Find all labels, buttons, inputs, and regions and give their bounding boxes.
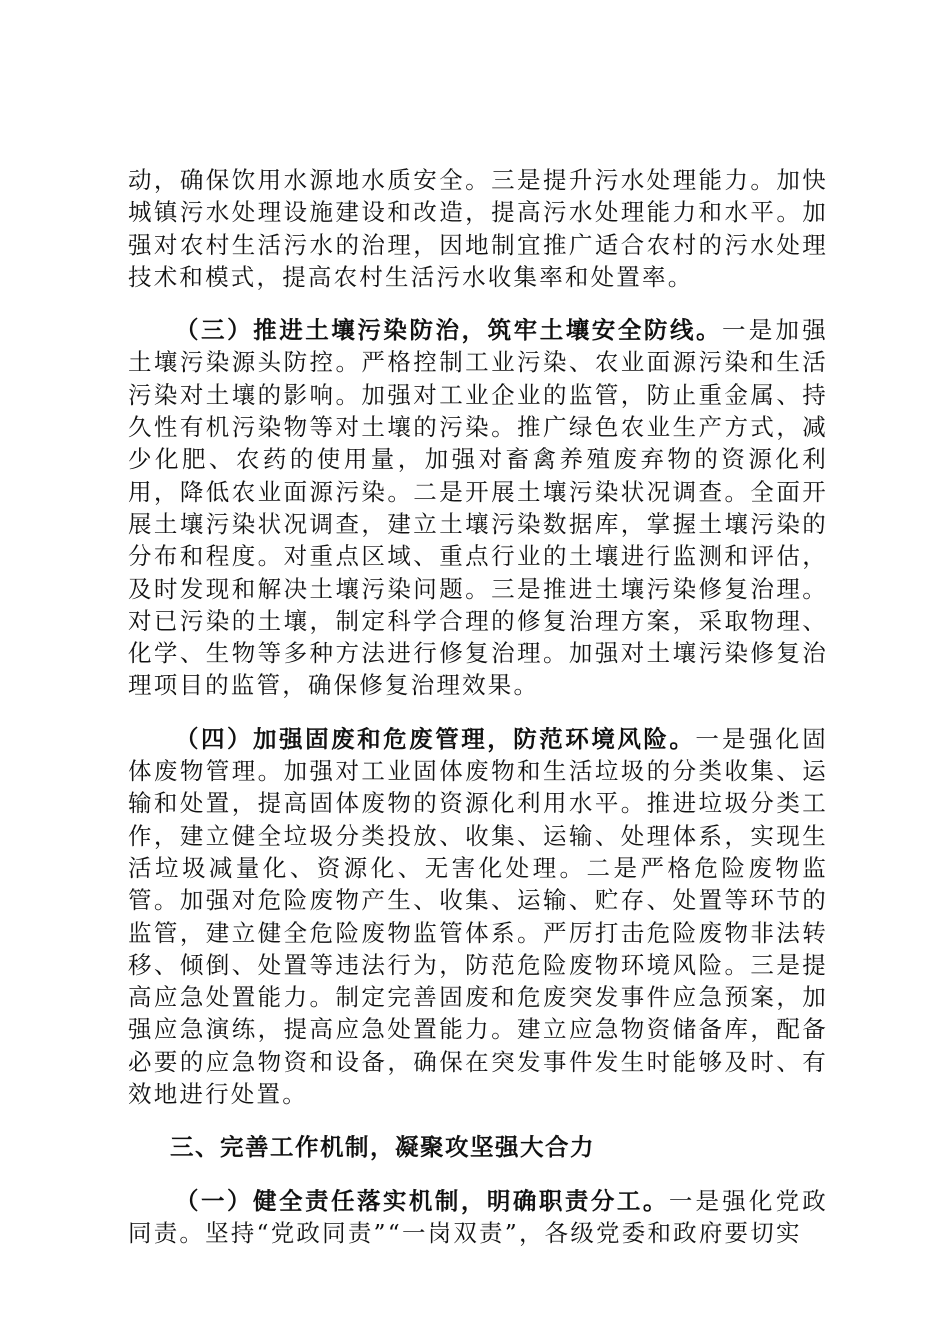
paragraph-lead-heading: （四）加强固废和危废管理，防范环境风险。 [175,724,696,753]
section-heading: 三、完善工作机制，凝聚攻坚强大合力 [170,1133,595,1162]
paragraph-text: 动，确保饮用水源地水质安全。三是提升污水处理能力。加快城镇污水处理设施建设和改造，提高污水处理能力和水平。加强对农村生活污水的治理，因地制宜推广适合农村的污水处理技术和模式，提高农村生活污水收集率和处置率。 [128,166,828,291]
paragraph-continuation [128,164,828,293]
paragraph-responsibility [128,1185,828,1250]
paragraph-text: 一是强化党政同责。坚持“党政同责”“一岗双责”，各级党委和政府要切实 [128,1186,829,1247]
paragraph-text: 一是加强土壤污染源头防控。严格控制工业污染、农业面源污染和生活污染对土壤的影响。加强对工业企业的监管，防止重金属、持久性有机污染物等对土壤的污染。推广绿色农业生产方式，减少化肥、农药的使用量，加强对畜禽养殖废弃物的资源化利用，降低农业面源污染。二是开展土壤污染状况调查。全面开展土壤污染状况调查，建立土壤污染数据库，掌握土壤污染的分布和程度。对重点区域、重点行业的土壤进行监测和评估，及时发现和解决土壤污染问题。三是推进土壤污染修复治理。对已污染的土壤，制定科学合理的修复治理方案，采取物理、化学、生物等多种方法进行修复治理。加强对土壤污染修复治理项目的监管，确保修复治理效果。 [128,316,828,700]
paragraph-text: 一是强化固体废物管理。加强对工业固体废物和生活垃圾的分类收集、运输和处置，提高固体废物的资源化利用水平。推进垃圾分类工作，建立健全垃圾分类投放、收集、运输、处理体系，实现生活垃圾减量化、资源化、无害化处理。二是严格危险废物监管。加强对危险废物产生、收集、运输、贮存、处置等环节的监管，建立健全危险废物监管体系。严厉打击危险废物非法转移、倾倒、处置等违法行为，防范危险废物环境风险。三是提高应急处置能力。制定完善固废和危废突发事件应急预案，加强应急演练，提高应急处置能力。建立应急物资储备库，配备必要的应急物资和设备，确保在突发事件发生时能够及时、有效地进行处置。 [128,724,829,1109]
paragraph-solid-waste [128,723,828,1111]
paragraph-soil-pollution [128,314,828,702]
paragraph-lead-heading: （一）健全责任落实机制，明确职责分工。 [175,1186,669,1215]
paragraph-lead-heading: （三）推进土壤污染防治，筑牢土壤安全防线。 [175,316,723,345]
document-body [128,164,828,1270]
